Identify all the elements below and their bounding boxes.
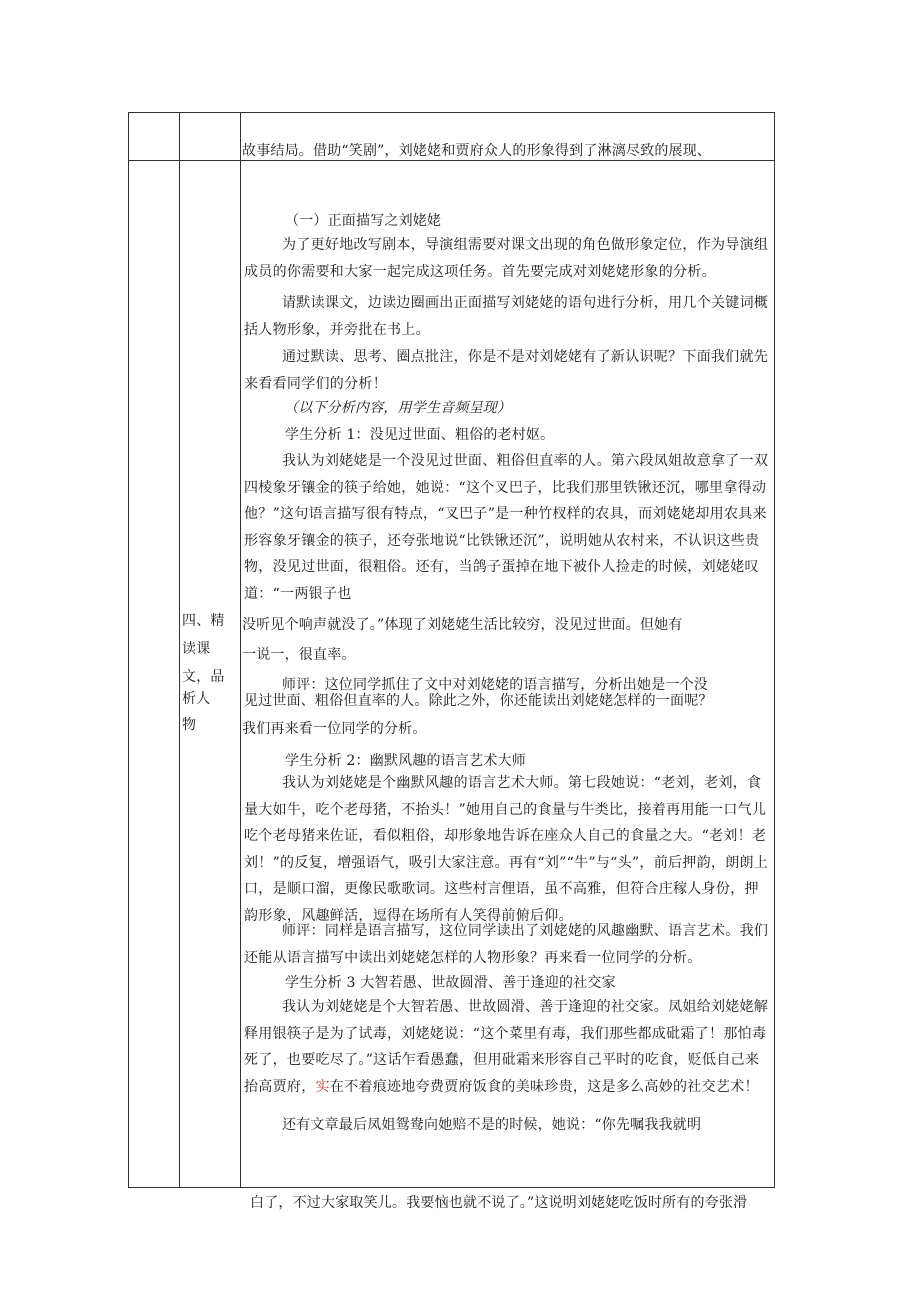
student-analysis-2-title: 学生分析 2：幽默风趣的语言艺术大师 — [285, 753, 526, 769]
student-analysis-2-body: 我认为刘姥姥是个幽默风趣的语言艺术大师。第七段她说：“老刘，老刘，食量大如牛，吃个老母猪，不抬头！”她用自己的食量与牛类比，接着再用能一口气儿吃个老母猪来佐证，看似粗俗，却形象地告诉在座众人自己的食量之大。“老刘！老刘！”的反复，增强语气，吸引大家注意。再有“刘”“牛”与“头”，前后押韵，朗朗上口，是顺口溜，更像民歌歌词。这些村言俚语，虽不高雅，但符合庄稼人身份，押韵形象，风趣鲜活，逗得在场所有人笑得前俯后仰。 — [244, 775, 769, 924]
table-col-divider-1 — [179, 112, 180, 1188]
student-analysis-1-title: 学生分析 1：没见过世面、粗俗的老村妪。 — [285, 427, 555, 443]
teacher-comment-1-b: 见过世面、粗俗但直率的人。除此之外，你还能读出刘姥姥怎样的一面呢？ — [244, 693, 713, 709]
student-analysis-1-body: 我认为刘姥姥是一个没见过世面、粗俗但直率的人。第六段凤姐故意拿了一双四棱象牙镶金的筷子给她，她说：“这个叉巴子，比我们那里铁锹还沉，哪里拿得动他？”这句语言描写很有特点，“叉巴子”是一种竹杈样的农具，而刘姥姥却用农具来形容象牙镶金的筷子，还夸张地说“比铁锹还沉”，说明她从农村来，不认识这些贵物，没见过世面，很粗俗。还有，当鸽子蛋掉在地下被仆人捡走的时候，刘姥姥叹道：“一两银子也 — [244, 453, 769, 602]
highlighted-character: 实 — [315, 1078, 330, 1095]
student-analysis-3-title: 学生分析 3 大智若愚、世故圆滑、善于逢迎的社交家 — [285, 975, 616, 991]
section-label-line1: 四、精 — [182, 613, 225, 629]
row1-text: 故事结局。借助“笑剧”，刘姥姥和贾府众人的形象得到了淋漓尽致的展现、 — [242, 143, 712, 159]
paragraph-2: 请默读课文，边读边圈画出正面描写刘姥姥的语句进行分析，用几个关键词概括人物形象，并旁批在书上。 — [244, 295, 769, 338]
student-analysis-1-line2: 没听见个响声就没了。”体现了刘姥姥生活比较穷，没见过世面。但她有 — [242, 617, 683, 633]
teacher-comment-2: 师评：同样是语言描写，这位同学读出了刘姥姥的风趣幽默、语言艺术。我们还能从语言描写中读出刘姥姥怎样的人物形象？再来看一位同学的分析。 — [244, 923, 769, 966]
teacher-comment-1-c: 我们再来看一位同学的分析。 — [242, 721, 427, 737]
section-label-line4: 析人 — [182, 691, 211, 707]
footer-continuation-text: 白了，不过大家取笑儿。我要恼也就不说了。”这说明刘姥姥吃饭时所有的夸张滑 — [250, 1195, 748, 1211]
student-analysis-3-text-a: 我认为刘姥姥是个大智若愚、世故圆滑、善于逢迎的社交家。凤姐给刘姥姥解释用银筷子是为了试毒，刘姥姥说：“这个菜里有毒，我们那些都成砒霜了！那怕毒死了，也要吃尽了。”这话乍看愚蠢，但用砒霜来形容自己平时的吃食，贬低自己来抬高贾府， — [244, 999, 769, 1095]
paragraph-3: 通过默读、思考、圈点批注，你是不是对刘姥姥有了新认识呢？下面我们就先来看看同学们的分析！ — [244, 349, 769, 392]
student-analysis-3-body — [244, 994, 770, 1100]
section-label-line3: 文，品 — [182, 669, 225, 685]
student-analysis-3-text-b: 在不着痕迹地夸费贾府饭食的美味珍贵，这是多么高妙的社交艺术！ — [329, 1078, 759, 1095]
table-col-divider-2 — [240, 112, 241, 1188]
section-heading: （一）正面描写之刘姥姥 — [285, 213, 442, 229]
audio-note: （以下分析内容，用学生音频呈现） — [284, 400, 512, 416]
section-label-line2: 读课 — [182, 641, 211, 657]
teacher-comment-1-a: 师评：这位同学抓住了文中对刘姥姥的语言描写，分析出她是一个没 — [282, 677, 708, 693]
paragraph-1: 为了更好地改写剧本，导演组需要对课文出现的角色做形象定位，作为导演组成员的你需要和大家一起完成这项任务。首先要完成对刘姥姥形象的分析。 — [244, 237, 769, 280]
section-label-line5: 物 — [182, 717, 197, 733]
student-analysis-1-line3: 一说一，很直率。 — [242, 647, 356, 663]
student-analysis-3-last-line: 还有文章最后凤姐鸳鸯向她赔不是的时候，她说：“你先嘱我我就明 — [282, 1117, 702, 1133]
